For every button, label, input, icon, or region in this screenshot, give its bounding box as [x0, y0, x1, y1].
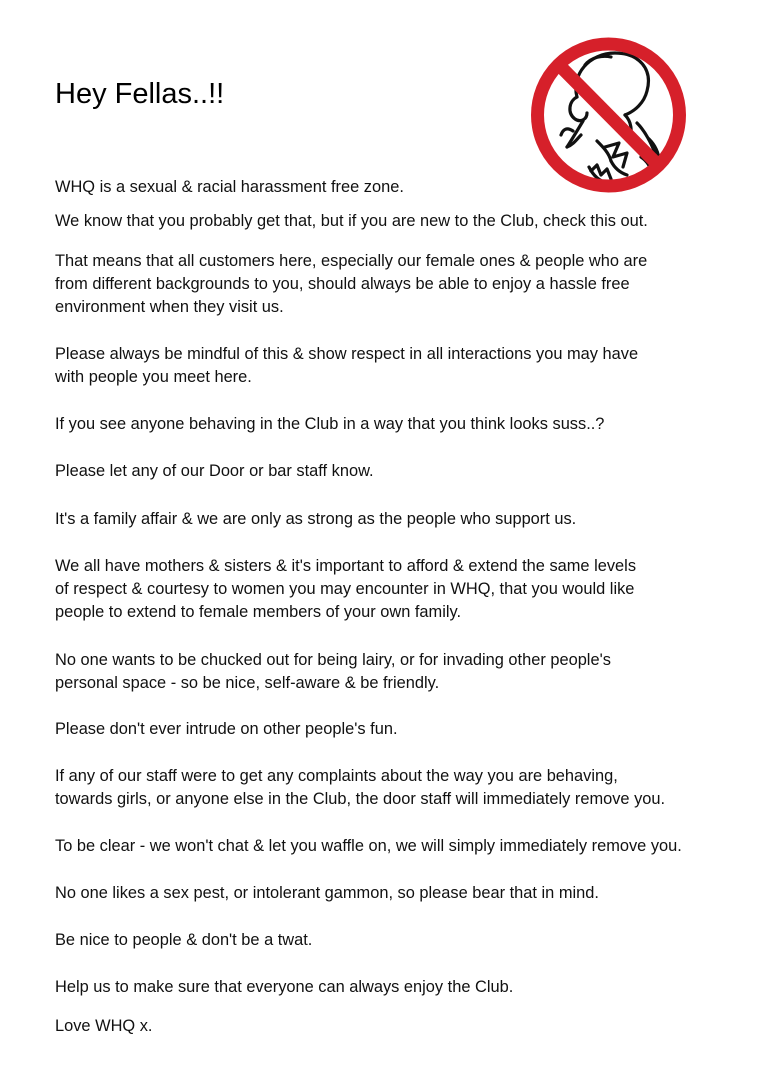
body-paragraph: No one wants to be chucked out for being lairy, or for invading other people's personal space - so be nice, self-aware & be friendly. [55, 651, 611, 692]
body-paragraph: No one likes a sex pest, or intolerant gammon, so please bear that in mind. [55, 884, 599, 902]
body-paragraph: Be nice to people & don't be a twat. [55, 931, 313, 949]
body-paragraph: Please don't ever intrude on other people's fun. [55, 720, 398, 738]
page-title: Hey Fellas..!! [55, 78, 225, 110]
body-paragraph: Help us to make sure that everyone can always enjoy the Club. [55, 978, 514, 996]
body-paragraph: Please let any of our Door or bar staff know. [55, 462, 374, 480]
body-paragraph: We know that you probably get that, but if you are new to the Club, check this out. [55, 212, 648, 230]
body-paragraph: Please always be mindful of this & show respect in all interactions you may have with people you meet here. [55, 345, 639, 386]
body-paragraph: If you see anyone behaving in the Club in a way that you think looks suss..? [55, 415, 605, 433]
body-paragraph: To be clear - we won't chat & let you waffle on, we will simply immediately remove you. [55, 837, 682, 855]
sign-off: Love WHQ x. [55, 1017, 153, 1035]
no-harassment-prohibition-icon [527, 35, 690, 195]
body-paragraph: If any of our staff were to get any complaints about the way you are behaving, towards girls, or anyone else in the Club, the door staff will immediately remove you. [55, 767, 666, 808]
body-paragraph: It's a family affair & we are only as strong as the people who support us. [55, 510, 577, 528]
body-paragraph: That means that all customers here, especially our female ones & people who are from different backgrounds to you, should always be able to enjoy a hassle free environment when they visit us. [55, 252, 648, 316]
body-paragraph: We all have mothers & sisters & it's important to afford & extend the same levels of respect & courtesy to women you may encounter in WHQ, that you would like people to extend to female members of your own family. [55, 557, 637, 621]
body-paragraph: WHQ is a sexual & racial harassment free zone. [55, 178, 404, 196]
